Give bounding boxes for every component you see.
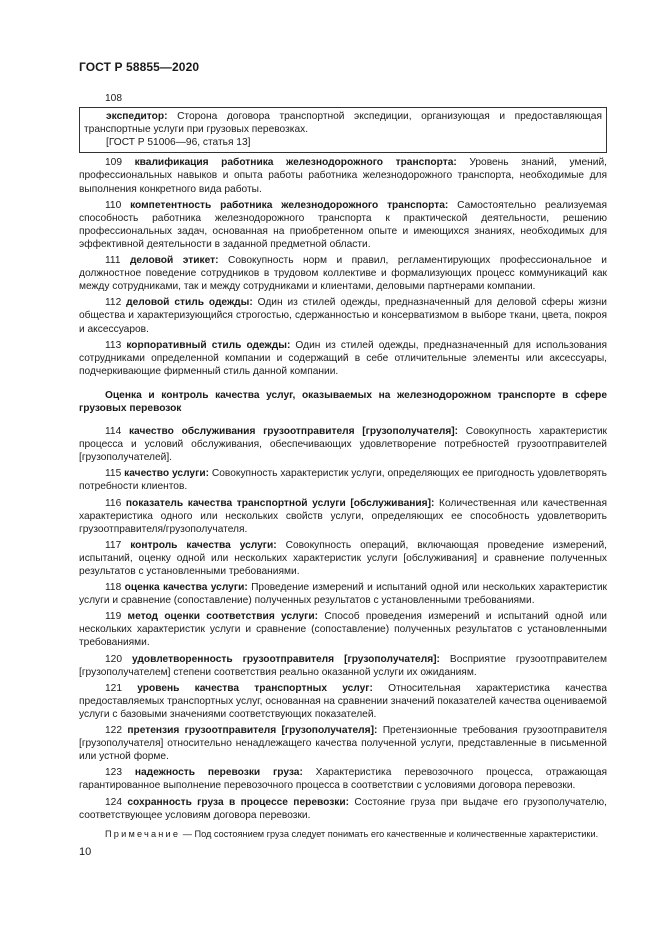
- term-entry-113: [79, 339, 607, 378]
- term-entry-118: [79, 581, 607, 607]
- term-entry-124: [79, 796, 607, 822]
- term-entry-109: [79, 156, 607, 195]
- term-number: 117: [105, 539, 122, 551]
- entry-108-number: 108: [105, 93, 122, 104]
- term-list-general: [79, 156, 607, 378]
- document-body: [79, 92, 607, 840]
- term-entry-117: [79, 539, 607, 578]
- term-label: деловой этикет:: [129, 255, 219, 267]
- term-number: 113: [105, 339, 122, 351]
- term-definition: Совокупность характеристик услуги, определяющих ее пригодность удовлетворять потребности клиентов.: [79, 468, 607, 493]
- term-label: контроль качества услуги:: [130, 539, 277, 551]
- term-label: компетентность работника железнодорожного транспорта:: [130, 199, 449, 211]
- term-number: 114: [105, 426, 122, 438]
- term-number: 109: [105, 157, 122, 169]
- term-number: 120: [105, 653, 122, 665]
- term-entry-122: [79, 724, 607, 763]
- section-heading: Оценка и контроль качества услуг, оказываемых на железнодорожном транспорте в сфере грузовых перевозок: [79, 389, 607, 414]
- term-entry-119: [79, 610, 607, 649]
- term-definition: Состояние груза при выдаче его грузополучателю, соответствующее условиям договора перевозки.: [79, 796, 607, 821]
- term-label: надежность перевозки груза:: [134, 767, 303, 779]
- term-definition: Претензионные требования грузоотправителя [грузополучателя] относительно ненадлежащего качества полученной услуги, представленные в письменной или устной форме.: [79, 725, 607, 763]
- boxed-definition-text: [84, 110, 602, 136]
- term-number: 123: [105, 767, 122, 779]
- term-label: экспедитор:: [106, 111, 168, 123]
- term-list-quality: [79, 425, 607, 822]
- term-number: 116: [105, 497, 122, 509]
- term-definition: Количественная или качественная характеристика одного или нескольких свойств услуги, определяющих ее способность удовлетворить грузоотправителя/грузополучателя.: [79, 497, 607, 535]
- term-number: 122: [105, 725, 122, 737]
- term-number: 111: [105, 255, 121, 267]
- source-reference: [ГОСТ Р 51006—96, статья 13]: [106, 137, 251, 149]
- term-entry-115: [79, 467, 607, 493]
- note-label: Примечание: [105, 828, 181, 839]
- note: [79, 828, 607, 840]
- term-definition: Проведение измерений и испытаний одной или нескольких характеристик услуги и сравнение (сопоставление) полученных результатов с установленными требованиями.: [79, 582, 607, 607]
- term-definition: Совокупность операций, включающая проведение измерений, испытаний, оценку одной или нескольких характеристик услуги [обслуживания] и сравнение полученных результатов с установленными требованиями.: [79, 539, 607, 577]
- term-entry-111: [79, 254, 607, 293]
- term-label: претензия грузоотправителя [грузополучателя]:: [127, 725, 378, 737]
- term-number: 121: [105, 682, 122, 694]
- term-label: уровень качества транспортных услуг:: [137, 682, 373, 694]
- term-definition: Характеристика перевозочного процесса, отражающая гарантированное выполнение перевозочного процесса в соответствии с условиями договора перевозки.: [79, 767, 608, 792]
- term-number: 110: [105, 199, 122, 211]
- term-label: сохранность груза в процессе перевозки:: [127, 796, 350, 808]
- term-definition: Сторона договора транспортной экспедиции, организующая и предоставляющая транспортные услуги при грузовых перевозках.: [84, 111, 602, 136]
- term-number: 112: [105, 297, 122, 309]
- term-entry-120: [79, 653, 607, 679]
- term-entry-112: [79, 296, 607, 335]
- term-definition: Совокупность норм и правил, регламентирующих профессиональное и должностное поведение сотрудников в трудовом коллективе и формализующих процесс коммуникаций как между сотрудниками, так и между сотрудниками и клиентами, деловыми партнерами компании.: [79, 255, 607, 293]
- document-header: ГОСТ Р 58855—2020: [79, 60, 200, 74]
- term-label: квалификация работника железнодорожного транспорта:: [134, 157, 457, 169]
- term-definition: Уровень знаний, умений, профессиональных навыков и опыта работы работника железнодорожного транспорта, необходимые для выполнения конкретного вида работы.: [79, 157, 607, 195]
- term-entry-114: [79, 425, 607, 464]
- term-label: качество обслуживания грузоотправителя [грузополучателя]:: [128, 426, 459, 438]
- term-number: 118: [105, 582, 122, 594]
- term-label: оценка качества услуги:: [124, 582, 248, 594]
- term-number: 124: [105, 796, 122, 808]
- term-number: 115: [105, 468, 122, 480]
- term-label: корпоративный стиль одежды:: [126, 339, 291, 351]
- term-label: деловой стиль одежды:: [126, 297, 253, 309]
- term-definition: Один из стилей одежды, предназначенный для деловой сферы жизни общества и характеризующийся строгостью, сдержанностью и консерватизмом в выборе ткани, цвета, покроя и аксессуаров.: [79, 297, 607, 335]
- note-text: — Под состоянием груза следует понимать его качественные и количественные характеристики.: [180, 828, 599, 839]
- boxed-definition: [79, 107, 607, 153]
- page-number: 10: [79, 846, 92, 858]
- term-definition: Один из стилей одежды, предназначенный для использования сотрудниками определенной компании и содержащий в себе отличительные элементы или аксессуары, подчеркивающие фирменный стиль данной компании.: [79, 339, 607, 377]
- term-label: показатель качества транспортной услуги [обслуживания]:: [125, 497, 435, 509]
- term-definition: Самостоятельно реализуемая способность работника железнодорожного транспорта к практической деятельности, решению профессиональных задач, основанная на приобретенном опыте и имеющихся знаниях, необходимых для эффективной деятельности в заданной предметной области.: [79, 199, 607, 250]
- term-label: метод оценки соответствия услуги:: [127, 611, 319, 623]
- term-definition: Относительная характеристика качества предоставляемых транспортных услуг, основанная на сравнении значений показателей качества оцениваемой услуги с базовыми значениями соответствующих показателей.: [79, 682, 607, 720]
- term-entry-123: [79, 766, 607, 792]
- term-label: удовлетворенность грузоотправителя [грузополучателя]:: [131, 653, 440, 665]
- term-definition: Способ проведения измерений и испытаний одной или нескольких характеристик услуги и сравнение (сопоставление) полученных результатов с установленными требованиями.: [79, 611, 607, 649]
- term-definition: Восприятие грузоотправителем [грузополучателем] степени соответствия реально оказанной услуги их ожиданиям.: [79, 653, 607, 678]
- term-number: 119: [105, 611, 122, 623]
- term-definition: Совокупность характеристик процесса и условий обслуживания, обеспечивающих удовлетворение потребностей грузоотправителей [грузополучателей].: [79, 426, 607, 464]
- term-label: качество услуги:: [124, 468, 209, 480]
- term-entry-110: [79, 199, 607, 251]
- term-entry-116: [79, 497, 607, 536]
- term-entry-121: [79, 682, 607, 721]
